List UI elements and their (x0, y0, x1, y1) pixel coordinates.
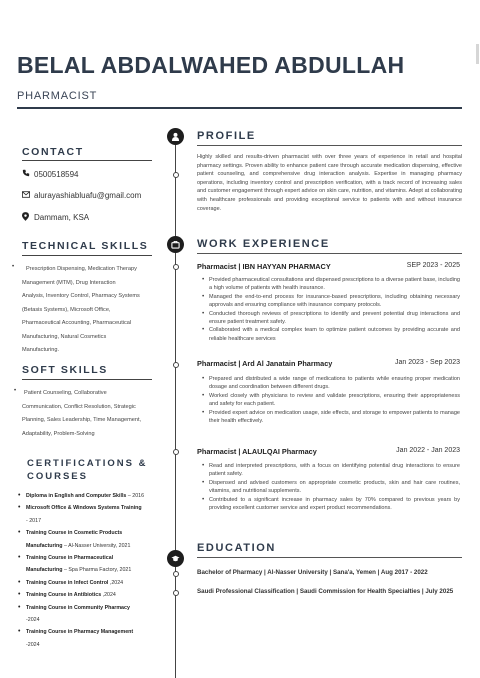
job-dates: Jan 2022 - Jan 2023 (396, 447, 460, 454)
contact-divider (22, 160, 152, 161)
cert-item-continued: Manufacturing – Al-Nasser University, 2021 (26, 542, 131, 549)
job-bullets (202, 276, 460, 343)
work-experience-divider (197, 253, 462, 254)
phone-number: 0500518594 (34, 169, 79, 179)
job-bullets (202, 375, 460, 425)
timeline-line (175, 136, 176, 678)
certifications-heading-line1: CERTIFICATIONS & (27, 458, 148, 469)
education-divider (197, 557, 462, 558)
timeline-dot (173, 362, 179, 368)
profile-summary: Highly skilled and results-driven pharmacist with over three years of experience in retail and hospital pharmacy settings. Proven ability to enhance patient care through accurate medication dispensing, effective patient counseling, and comprehensive drug interaction analysis. Expertise in managing pharmacy operations, including inventory control and prescription verification, with a track record of increasing sales and customer engagement through expert advice on skin care, nutrition, and vitamins. Adept at collaborating with healthcare professionals and providing exceptional service to patients with and without insurance coverage. (197, 154, 462, 212)
timeline-dot (173, 571, 179, 577)
job-bullet: • Provided pharmaceutical consultations and dispensed prescriptions to a diverse patient base, including a high volume of patients with health insurance. (202, 276, 460, 293)
email-icon (22, 191, 34, 200)
profile-divider (197, 145, 462, 146)
profile-person-icon (167, 128, 184, 145)
soft-skills-line: Adaptability, Problem-Solving (22, 430, 95, 437)
cert-item: • Diploma in English and Computer Skills – 2016 (18, 490, 176, 502)
phone-icon (22, 169, 34, 179)
job-title: Pharmacist | ALAULQAI Pharmacy (197, 447, 317, 456)
contact-phone (22, 169, 79, 179)
technical-skills-line: (Betasis Systems), Microsoft Office, (22, 306, 111, 313)
job-title: Pharmacist | IBN HAYYAN PHARMACY (197, 262, 331, 271)
timeline-dot (173, 449, 179, 455)
soft-skills-heading: SOFT SKILLS (22, 364, 108, 376)
cert-item: • Microsoft Office & Windows Systems Training (18, 502, 176, 514)
page-edge-mark (476, 44, 479, 64)
job-bullet: • Contributed to a significant increase in pharmacy sales by 70% compared to previous years by providing excellent customer service and expert product recommendations. (202, 496, 460, 513)
job-bullet: • Read and interpreted prescriptions, with a focus on identifying potential drug interactions to ensure patient safety. (202, 462, 460, 479)
soft-skills-bullet: • (14, 388, 17, 394)
job-dates: SEP 2023 - 2025 (406, 262, 460, 269)
technical-skills-divider (22, 255, 152, 256)
job-bullet: • Collaborated with a medical complex team to optimize patient outcomes by providing accurate and reliable healthcare services (202, 326, 460, 343)
education-heading: EDUCATION (197, 542, 276, 554)
timeline-dot (173, 590, 179, 596)
cert-item: • Training Course in Pharmacy Management (18, 626, 176, 638)
timeline-dot (173, 172, 179, 178)
technical-skills-bullet: • (12, 264, 15, 270)
cert-item-continued: -2024 (26, 617, 40, 624)
contact-heading: CONTACT (22, 146, 84, 158)
candidate-name: BELAL ABDALWAHED ABDULLAH (17, 52, 405, 78)
job-bullet: • Managed the end-to-end process for insurance-based prescriptions, including obtaining necessary approvals and ensuring compliance with insurance company protocols. (202, 293, 460, 310)
work-briefcase-icon (167, 236, 184, 253)
job-bullet: • Worked closely with physicians to review and validate prescriptions, ensuring their appropriateness and safety for each patient. (202, 392, 460, 409)
contact-location (22, 212, 89, 223)
technical-skills-line: Analysis, Inventory Control, Pharmacy Systems (22, 293, 140, 299)
candidate-title: PHARMACIST (17, 90, 98, 102)
header-divider (17, 107, 462, 109)
job-title: Pharmacist | Ard Al Janatain Pharmacy (197, 359, 333, 368)
cert-item-continued: -2024 (26, 641, 40, 648)
certifications-heading-line2: COURSES (27, 471, 88, 482)
technical-skills-list (22, 263, 170, 358)
soft-skills-line: Planning, Sales Leadership, Time Management, (22, 417, 142, 423)
job-bullet: • Dispensed and advised customers on appropriate cosmetic products, skin and hair care routines, vitamins, and nutritional supplements. (202, 479, 460, 496)
education-degree: Bachelor of Pharmacy | Al-Nasser University | Sana'a, Yemen | Aug 2017 - 2022 (197, 569, 428, 576)
timeline-dot (173, 264, 179, 270)
cert-item: • Training Course in Community Pharmacy (18, 602, 176, 614)
cert-item: • Training Course in Pharmaceutical (18, 552, 176, 564)
profile-heading: PROFILE (197, 130, 256, 142)
technical-skills-line: Manufacturing. (22, 347, 60, 353)
certifications-list (18, 490, 176, 651)
job-bullet: • Prepared and distributed a wide range of medications to patients while ensuring proper medication dosage and coordination between different drugs. (202, 375, 460, 392)
email-address[interactable]: alurayashiabluafu@gmail.com (34, 191, 142, 200)
location-text: Dammam, KSA (34, 213, 90, 222)
soft-skills-list (22, 387, 170, 441)
technical-skills-line: Prescription Dispensing, Medication Therapy (26, 266, 137, 272)
location-icon (22, 212, 34, 223)
technical-skills-line: Manufacturing, Natural Cosmetics (22, 333, 107, 340)
job-bullet: • Conducted thorough reviews of prescriptions to identify and prevent potential drug interactions and ensure patient treatment safety. (202, 310, 460, 327)
technical-skills-heading: TECHNICAL SKILLS (22, 240, 149, 252)
contact-email (22, 191, 141, 200)
work-experience-heading: WORK EXPERIENCE (197, 238, 330, 250)
soft-skills-line: Communication, Conflict Resolution, Strategic (22, 403, 136, 410)
job-bullets (202, 462, 460, 512)
education-classification: Saudi Professional Classification | Saudi Commission for Health Specialties | July 2025 (197, 588, 454, 595)
job-bullet: • Provided expert advice on medication usage, side effects, and storage to empower patients to manage their health effectively. (202, 409, 460, 426)
technical-skills-line: Pharmaceutical Accounting, Pharmaceutical (22, 320, 132, 326)
cert-item: • Training Course in Antibiotics ,2024 (18, 589, 176, 601)
education-cap-icon (167, 550, 184, 567)
technical-skills-line: Management (MTM), Drug Interaction (22, 279, 116, 286)
cert-item-continued: - 2017 (26, 517, 42, 524)
cert-item: • Training Course in Cosmetic Products (18, 527, 176, 539)
cert-item-continued: Manufacturing – Spa Pharma Factory, 2021 (26, 567, 132, 574)
job-dates: Jan 2023 - Sep 2023 (395, 359, 460, 366)
soft-skills-line: Patient Counseling, Collaborative (24, 390, 107, 396)
cert-item: • Training Course in Infect Control ,2024 (18, 577, 176, 589)
soft-skills-divider (22, 379, 152, 380)
